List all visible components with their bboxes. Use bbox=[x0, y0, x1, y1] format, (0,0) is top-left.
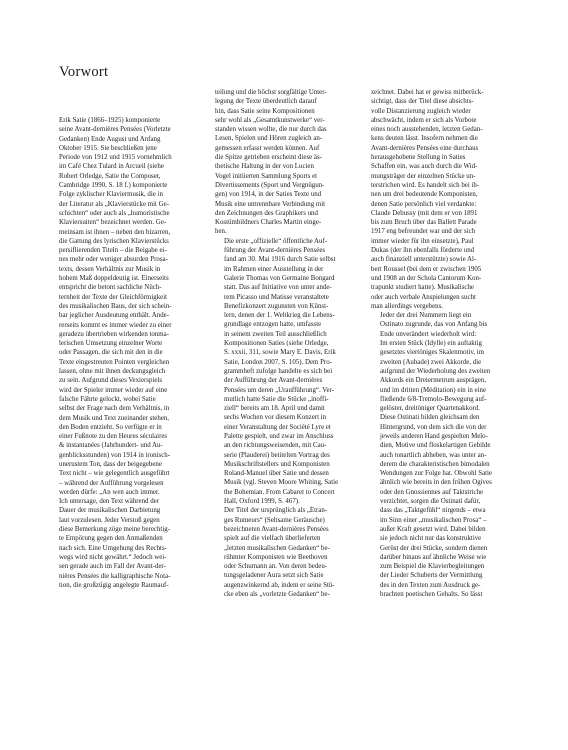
text-line: hin, dass Satie seine Kompositionen bbox=[215, 107, 315, 115]
text-line: grammheft zufolge handelte es sich bei bbox=[224, 367, 333, 375]
text-line: hen. bbox=[215, 228, 227, 236]
text-line: dass das „Taktgefühl“ nirgends – etwa bbox=[380, 507, 486, 515]
text-line: Hintergrund, von dem sich die von der bbox=[380, 423, 487, 431]
text-line: herausgehobene Stellung in Saties bbox=[371, 154, 466, 162]
text-line: führung der Avant-dernières Pensées bbox=[224, 247, 326, 255]
text-line: Divertissements (Sport und Vergnügun- bbox=[215, 181, 325, 189]
text-line: falsche Fährte gelockt, wobei Satie bbox=[59, 395, 156, 403]
text-line: zu sein. Aufgrund dieses Vexierspiels bbox=[59, 377, 163, 385]
paragraph bbox=[371, 311, 514, 599]
text-line: Jeder der drei Nummern liegt ein bbox=[380, 312, 472, 320]
text-line: Kostümbildners Charles Martin einge- bbox=[215, 219, 322, 227]
text-line: genblicksstunden) von 1914 in ironisch- bbox=[59, 451, 171, 459]
text-line: Texte eingestreuten Pointen vergleichen bbox=[59, 358, 170, 366]
text-line: abschwächt, indem er sich als Vorbote bbox=[371, 116, 477, 124]
text-line: Roland-Manuel über Satie und dessen bbox=[224, 470, 329, 478]
text-line: lassen, ohne mit ihnen deckungsgleich bbox=[59, 368, 166, 376]
text-line: im Sinn einer „musikalischen Prosa“ – bbox=[380, 516, 487, 524]
text-line: wird der Spieler immer wieder auf eine bbox=[59, 386, 168, 394]
text-line: Avant-dernières Pensées eine durchaus bbox=[371, 144, 479, 152]
text-line: verzichtet, sorgen die Ostinati dafür, bbox=[380, 498, 481, 506]
paragraph bbox=[215, 237, 358, 507]
text-line: in seinem zweiten Teil ausschließlich bbox=[224, 330, 327, 338]
text-line: bezeichneten Avant-dernières Pensées bbox=[224, 525, 329, 533]
text-line: Vogel initiierten Sammlung Sports et bbox=[215, 172, 318, 180]
text-line: standen wissen wollte, die nur durch das bbox=[215, 126, 327, 134]
text-line: einer Fußnote zu den Heures séculaires bbox=[59, 433, 168, 441]
text-line: Erik Satie (1866–1925) komponierte bbox=[59, 117, 161, 124]
text-line: Im ersten Stück (Idylle) ein auftaktig bbox=[380, 340, 482, 348]
text-line: man allerdings vergebens. bbox=[371, 302, 444, 310]
text-line: der Lieder Schuberts der Vermittlung bbox=[380, 572, 483, 580]
text-line: Lesen, Spielen und Hören zugleich an- bbox=[215, 135, 323, 143]
text-column-3 bbox=[371, 88, 514, 599]
text-line: Ostinato zugrunde, das von Anfang bis bbox=[380, 321, 488, 329]
text-line: die Gattung des lyrischen Klavierstücks bbox=[59, 237, 169, 245]
text-line: Text nicht – wie gelegentlich ausgeführt bbox=[59, 470, 170, 478]
text-line: Musik (vgl. Steven Moore Whiting, Satie bbox=[224, 479, 339, 487]
text-line: nach sich. Eine Umgehung des Rechts- bbox=[59, 544, 167, 552]
text-line: Akkords ein Dreiermetrum ausprägen, bbox=[380, 377, 487, 385]
text-line: und im dritten (Méditation) ein in eine bbox=[380, 386, 487, 394]
text-line: gemessen erfasst werden können. Auf bbox=[215, 144, 320, 152]
text-line: nen um drei bedeutende Komponisten, bbox=[371, 191, 478, 199]
text-line: den Boden entzieht. So verfügte er in bbox=[59, 423, 162, 431]
text-line: immer wieder für ihn einsetzte), Paul bbox=[371, 237, 474, 245]
text-line: Ende unverändert wiederholt wird: bbox=[380, 330, 477, 338]
text-line: der Aufführung der Avant-dernières bbox=[224, 377, 323, 385]
text-line: jeweils anderen Hand gespielten Melo- bbox=[380, 432, 488, 440]
text-line: & instantanées (Jahrhundert- und Au- bbox=[59, 442, 163, 450]
text-line: sehr wohl als „Gesamtkunstwerke“ ver- bbox=[215, 116, 325, 124]
text-line: ternheit der Texte der Gleichförmigkeit bbox=[59, 293, 168, 301]
text-line: Die erste „offizielle“ öffentliche Auf- bbox=[224, 237, 328, 245]
text-line: entspricht die betont sachliche Nüch- bbox=[59, 284, 162, 292]
text-line: Folge zyklischer Klaviermusik, die in bbox=[59, 191, 163, 199]
text-line: dem Musik und Text zueinander stehen, bbox=[59, 414, 169, 422]
text-line: im Café Chez Tulard in Arcueil (siehe bbox=[59, 163, 164, 171]
text-line: fand am 30. Mai 1916 durch Satie selbst bbox=[224, 256, 336, 264]
text-line: des musikalischen Baus, der sich schein- bbox=[59, 302, 172, 310]
text-line: Galerie Thomas von Germaine Bongard bbox=[224, 274, 335, 282]
text-line: Gedanken) Ende August und Anfang bbox=[59, 135, 161, 143]
text-line: Periode von 1912 und 1915 vornehmlich bbox=[59, 154, 172, 162]
text-line: auch tonartlich abheben, was unter an- bbox=[380, 451, 487, 459]
text-line: sen gerade auch im Fall der Avant-der- bbox=[59, 563, 166, 571]
text-line: Palette gespielt, und zwar im Anschluss bbox=[224, 432, 334, 440]
text-line: laut vorzulesen. Jeder Verstoß gegen bbox=[59, 516, 160, 524]
text-line: Ich untersage, den Text während der bbox=[59, 498, 160, 506]
text-line: einer Veranstaltung der Société Lyre et bbox=[224, 423, 331, 431]
text-line: sechs Wochen vor diesem Konzert in bbox=[224, 414, 327, 422]
text-line: derem die charakteristischen bimodalen bbox=[380, 460, 490, 468]
text-line: mungsträger der einzelnen Stücke un- bbox=[371, 172, 476, 180]
text-line: gelöster, dreitöniger Quartenakkord. bbox=[380, 405, 480, 413]
text-line: ges Rumeurs“ (Seltsame Geräusche) bbox=[224, 516, 325, 524]
text-column-2 bbox=[215, 88, 358, 599]
text-line: lerischen Umsetzung einzelner Worte bbox=[59, 340, 163, 348]
text-line: dien, Motive und floskelartigen Gebilde bbox=[380, 442, 491, 450]
text-line: Hall, Oxford 1999, S. 467). bbox=[224, 498, 300, 506]
text-line: zweiten (Aubade) zwei Akkorde, die bbox=[380, 358, 482, 366]
text-line: Pensées um deren „Uraufführung“. Ver- bbox=[224, 386, 335, 394]
text-line: zum Beispiel die Klavierbegleitungen bbox=[380, 563, 485, 571]
text-line: gesetztes viertöniges Skalenmotiv, im bbox=[380, 349, 485, 357]
text-line: tion, die großzügig angelegte Raumauf- bbox=[59, 581, 169, 589]
text-line: Musik eine untrennbare Verbindung mit bbox=[215, 200, 326, 208]
text-line: Der Titel der ursprünglich als „Étran- bbox=[224, 507, 328, 515]
text-line: fließende 6/8-Tremolo-Bewegung auf- bbox=[380, 395, 487, 403]
text-line: sichtigt, dass der Titel diese absichts- bbox=[371, 98, 474, 106]
text-line: legung der Texte überdeutlich darauf bbox=[215, 98, 317, 106]
text-line: volle Distanzierung zugleich wieder bbox=[371, 107, 471, 115]
text-line: denen Satie persönlich viel verdankte: bbox=[371, 200, 477, 208]
text-line: eines noch ausstehenden, letzten Gedan- bbox=[371, 126, 483, 134]
text-line: hohem Maß doppeldeutig ist. Einerseits bbox=[59, 275, 169, 283]
text-line: diese Bemerkung zöge meine berechtig- bbox=[59, 526, 170, 534]
paragraph bbox=[215, 88, 358, 237]
text-line: werden dürfe: „An wen auch immer. bbox=[59, 488, 160, 496]
text-line: the Bohemian. From Cabaret to Concert bbox=[224, 488, 335, 496]
text-line: schichten“ oder auch als „humoristische bbox=[59, 209, 170, 217]
text-line: geradezu übertrieben wirkenden tonma- bbox=[59, 330, 170, 338]
text-line: an den richtungsweisenden, mit Cau- bbox=[224, 442, 327, 450]
text-line: spielt auf die vielfach überlieferten bbox=[224, 535, 321, 543]
text-line: Kompositionen Saties (siehe Orledge, bbox=[224, 340, 329, 348]
text-line: zeichnet. Dabei hat er gewiss mitberück- bbox=[371, 89, 484, 96]
text-line: außer Kraft gesetzt wird. Dabei bilden bbox=[380, 525, 486, 533]
text-line: Claude Debussy (mit dem er von 1891 bbox=[371, 209, 478, 217]
text-line: wegs wird nicht gewährt.“ Jedoch wei- bbox=[59, 553, 167, 561]
text-line: Benefizkonzert zugunsten von Künst- bbox=[224, 302, 329, 310]
text-line: auch finanziell unterstützte) sowie Al- bbox=[371, 256, 477, 264]
text-line: Musikschriftstellers und Komponisten bbox=[224, 460, 330, 468]
text-line: Klaviersuiten“ bezeichnet werden. Ge- bbox=[59, 219, 167, 227]
text-line: teilung und die höchst sorgfältige Unter- bbox=[215, 89, 327, 96]
text-line: seine Avant-dernières Pensées (Vorletzte bbox=[59, 126, 171, 134]
text-line: bis zum Bruch über das Ballett Parade bbox=[371, 219, 477, 227]
text-line: bar jeglicher Ausdeutung enthält. Ande- bbox=[59, 312, 170, 320]
text-line: die Spitze getrieben erscheint diese äs- bbox=[215, 154, 322, 162]
text-line: Schaffen ein, was auch durch die Wid- bbox=[371, 163, 478, 171]
text-line: oder den Gnossiennes auf Taktstriche bbox=[380, 488, 484, 496]
text-line: thetische Haltung in der von Lucien bbox=[215, 163, 314, 171]
paragraph bbox=[371, 88, 514, 311]
text-line: – während der Aufführung vorgelesen bbox=[59, 479, 164, 487]
text-line: Diese Ostinati bilden gleichsam den bbox=[380, 414, 480, 422]
text-line: sie jedoch nicht nur das konstruktive bbox=[380, 535, 482, 543]
text-line: Gerüst der drei Stücke, sondern dienen bbox=[380, 544, 488, 552]
text-line: oder Passagen, die sich mit den in die bbox=[59, 349, 163, 357]
text-line: rühmter Komponisten wie Beethoven bbox=[224, 553, 328, 561]
text-line: Cambridge 1990, S. 18 f.) komponierte bbox=[59, 182, 168, 190]
text-line: oder auch verbale Anspielungen sucht bbox=[371, 293, 476, 301]
text-line: serie (Plauderei) betitelten Vortrag des bbox=[224, 451, 330, 459]
text-column-1 bbox=[59, 116, 202, 590]
text-line: te Empörung gegen den Anmaßenden bbox=[59, 535, 163, 543]
paragraph bbox=[59, 116, 202, 590]
text-line: rerseits kommt es immer wieder zu einer bbox=[59, 321, 172, 329]
text-line: S. xxxii, 311, sowie Mary E. Davis, Erik bbox=[224, 349, 336, 357]
text-line: „letzten musikalischen Gedanken“ be- bbox=[224, 544, 330, 552]
text-line: statt. Das auf Initiative von unter ande- bbox=[224, 284, 332, 292]
text-line: darüber hinaus auf ähnliche Weise wie bbox=[380, 553, 487, 561]
text-line: terstrichen wird. Es handelt sich bei ih- bbox=[371, 181, 480, 189]
text-line: lern, denen der 1. Weltkrieg die Lebens- bbox=[224, 312, 335, 320]
text-line: unerustem Ton, dass der beigegebene bbox=[59, 460, 162, 468]
text-line: oder Schumann an. Von deren bedeu- bbox=[224, 563, 328, 571]
page-title: Vorwort bbox=[59, 64, 109, 80]
text-line: brachten poetischen Gehalts. So lässt bbox=[380, 591, 483, 599]
text-line: ziell“ bereits am 18. April und damit bbox=[224, 405, 325, 413]
text-line: gen) von 1914, in der Saties Texte und bbox=[215, 191, 322, 199]
text-line: cke eben als „vorletzte Gedanken“ be- bbox=[224, 591, 330, 599]
text-line: ähnlich wie bereits in den frühen Ogives bbox=[380, 479, 492, 487]
text-line: rem Picasso und Matisse veranstaltete bbox=[224, 293, 329, 301]
text-line: grundlage entzogen hatte, umfasste bbox=[224, 321, 322, 329]
text-line: Wendungen zur Folge hat. Obwohl Satie bbox=[380, 470, 492, 478]
text-line: kens deuten lässt. Insofern nehmen die bbox=[371, 135, 478, 143]
text-line: Dukas (der ihn ebenfalls förderte und bbox=[371, 247, 475, 255]
text-line: aufgrund der Wiederholung des zweiten bbox=[380, 367, 491, 375]
text-line: tungsgeladener Aura setzt sich Satie bbox=[224, 572, 324, 580]
text-line: augenzwinkernd ab, indem er seine Stü- bbox=[224, 581, 335, 589]
text-line: nes mehr oder weniger absurden Prosa- bbox=[59, 256, 168, 264]
text-line: der Literatur als „Klavierstücke mit Ge- bbox=[59, 200, 170, 208]
text-line: meinsam ist ihnen – neben den bizarren, bbox=[59, 228, 171, 236]
text-line: persiflierenden Titeln – die Beigabe ei- bbox=[59, 247, 167, 255]
text-line: Satie, London 2007, S. 105). Dem Pro- bbox=[224, 358, 332, 366]
text-line: Dauer der musikalischen Darbietung bbox=[59, 507, 161, 515]
text-line: Oktober 1915. Sie beschließen jene bbox=[59, 144, 157, 152]
text-line: im Rahmen einer Ausstellung in der bbox=[224, 265, 324, 273]
text-line: bert Roussel (bei dem er zwischen 1905 bbox=[371, 265, 482, 273]
text-line: und 1908 an der Schola Cantorum Kon- bbox=[371, 274, 482, 282]
text-line: des in den Texten zum Ausdruck ge- bbox=[380, 581, 481, 589]
text-line: Robert Orledge, Satie the Composer, bbox=[59, 172, 161, 180]
text-line: mutlich hatte Satie die Stücke „inoffi- bbox=[224, 395, 329, 403]
paragraph bbox=[215, 506, 358, 599]
text-line: selbst der Frage nach dem Verhältnis, in bbox=[59, 405, 170, 413]
text-line: 1917 eng befreundet war und der sich bbox=[371, 228, 476, 236]
text-line: nières Pensées die kalligraphische Nota- bbox=[59, 572, 171, 580]
text-line: den Zeichnungen des Graphikers und bbox=[215, 209, 318, 217]
text-line: trapunkt studiert hatte). Musikalische bbox=[371, 284, 474, 292]
text-line: texts, dessen Verhältnis zur Musik in bbox=[59, 265, 161, 273]
